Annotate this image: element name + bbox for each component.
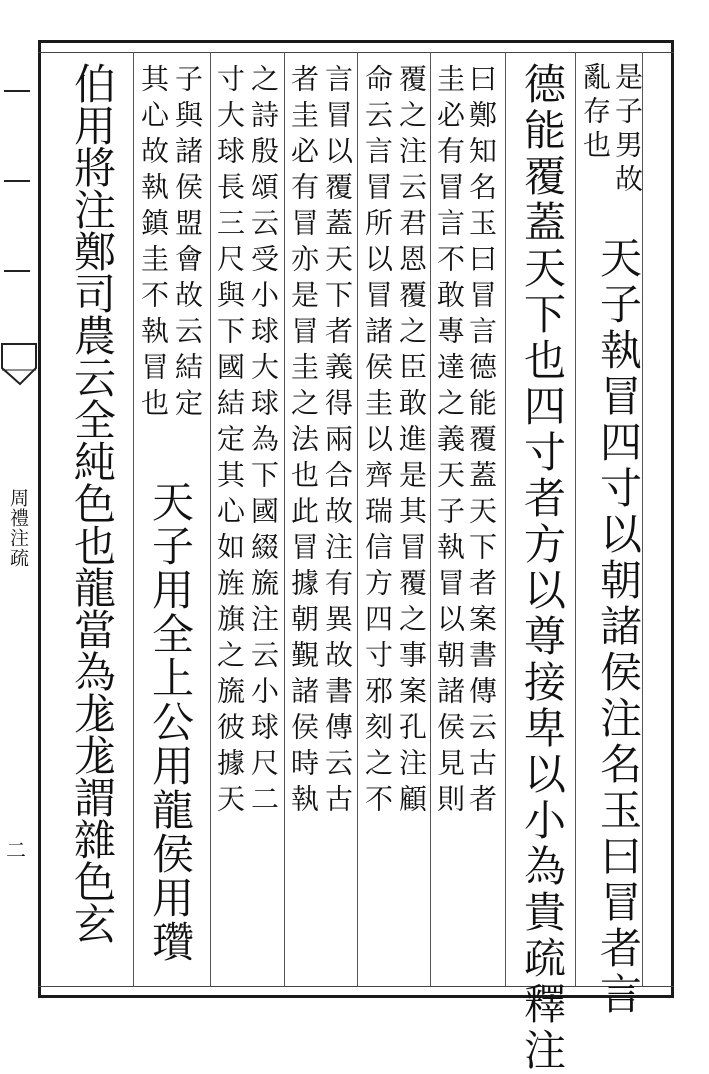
column-divider: [430, 52, 431, 986]
text-column-14: [68, 62, 117, 944]
text-segment: 圭必有冒言不敢專達之義天子執冒以朝諸侯見則: [433, 64, 466, 820]
text-column-11: [214, 64, 244, 820]
column-divider: [357, 52, 358, 986]
text-column-9: [288, 64, 318, 820]
text-column-13: [138, 64, 168, 424]
page-number: 二: [6, 838, 26, 862]
column-divider: [575, 52, 576, 986]
text-segment: 命云言冒所以冒諸侯圭以齊瑞信方四寸邪刻之不: [361, 64, 394, 820]
column-divider: [505, 52, 506, 986]
column-divider: [284, 52, 285, 986]
margin-rule: [4, 90, 30, 92]
text-column-3: [518, 62, 567, 1074]
text-column-4: [466, 64, 496, 820]
text-segment: 言冒以覆蓋天下者義得兩合故注有異故書傳云古: [321, 64, 354, 820]
text-column-12a: [172, 64, 202, 424]
column-divider: [210, 52, 211, 986]
book-title: 周禮注疏: [7, 488, 29, 568]
text-column-5: [434, 64, 464, 820]
margin-rule: [4, 270, 30, 272]
text-column-1a: [612, 62, 642, 198]
text-segment: 伯用將注鄭司農云全純色也龍當為尨尨謂雜色玄: [68, 62, 117, 944]
text-column-8: [322, 64, 352, 820]
margin-rule: [4, 180, 30, 182]
text-segment: 天子執冒四寸以朝諸侯注名玉曰冒者言: [594, 236, 643, 1018]
text-segment: 曰鄭知名玉曰冒言德能覆蓋天下者案書傳云古者: [465, 64, 498, 820]
text-segment: 亂存也: [579, 62, 612, 164]
text-column-10: [248, 64, 278, 820]
text-column-7: [362, 64, 392, 820]
text-segment: 者圭必有冒亦是冒圭之法也此冒據朝覲諸侯時執: [287, 64, 320, 820]
text-segment: 覆之注云君恩覆之臣敢進是其冒覆之事案孔注顧: [395, 64, 428, 820]
text-segment: 天子用全上公用龍侯用瓚: [146, 480, 195, 964]
text-column-6: [396, 64, 426, 820]
text-column-1b: [580, 62, 610, 164]
text-segment: 之詩殷頌云受小球大球為下國綴旒注云小球尺二: [247, 64, 280, 820]
text-segment: 德能覆蓋天下也四寸者方以尊接卑以小為貴疏釋注: [518, 62, 567, 1074]
text-segment: 是子男故: [611, 62, 644, 198]
text-segment: 寸大球長三尺與下國結定其心如旌旗之旒彼據天: [213, 64, 246, 820]
text-segment: 其心故執鎮圭不執冒也: [137, 64, 170, 424]
text-segment: 子與諸侯盟會故云結定: [171, 64, 204, 424]
frame-rule: [38, 986, 674, 987]
text-column-12b: [146, 480, 195, 964]
column-divider: [133, 52, 134, 986]
page-margin: [0, 40, 38, 998]
fish-tail-icon: [0, 340, 38, 400]
text-column-2: [594, 236, 643, 1018]
